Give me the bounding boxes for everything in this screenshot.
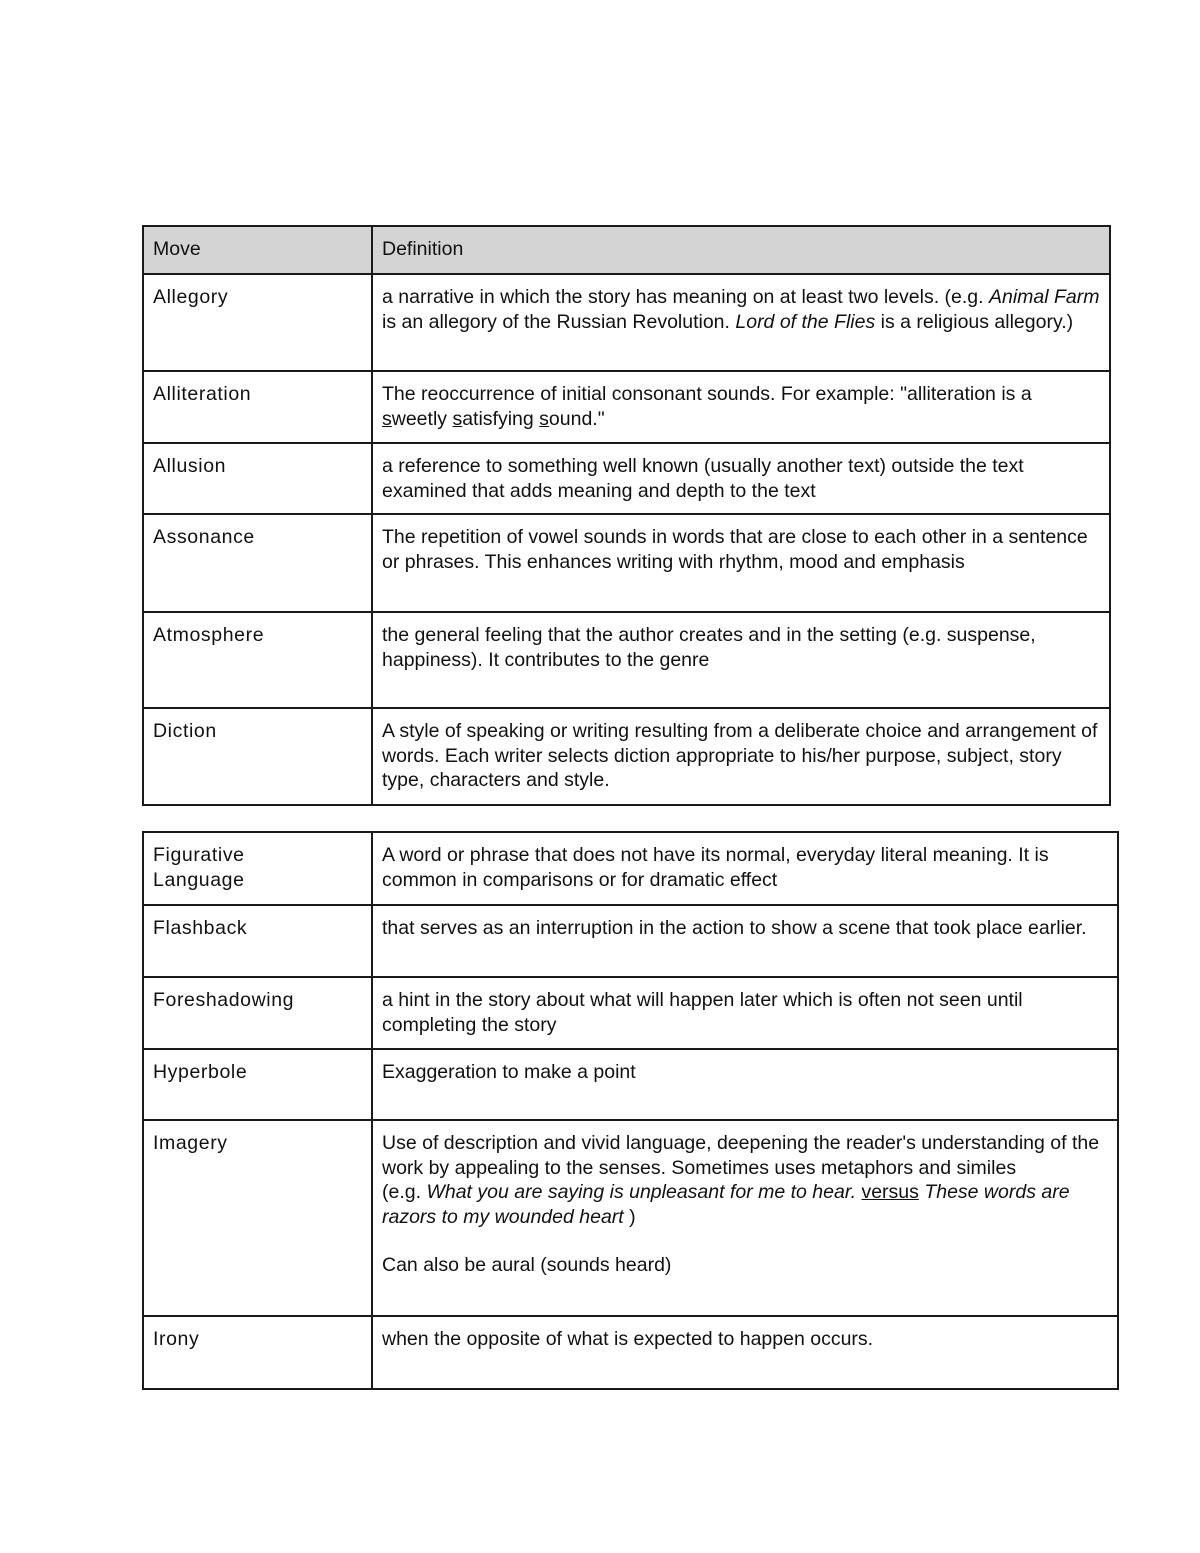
definition-assonance: The repetition of vowel sounds in words that are close to each other in a sentence or phrases. This enhances writing with rhythm, mood and emphasis: [372, 514, 1110, 612]
def-text: is an allegory of the Russian Revolution.: [382, 310, 736, 333]
def-text: The reoccurrence of initial consonant sounds. For example: "alliteration is a: [382, 383, 1032, 405]
def-text: (e.g.: [382, 1181, 427, 1203]
def-paragraph: Use of description and vivid language, deepening the reader's understanding of the work by appealing to the senses. Sometimes uses metaphors and similes: [382, 1132, 1100, 1179]
def-underline: s: [452, 407, 463, 430]
table-row: [143, 1049, 1118, 1120]
def-text: ): [623, 1205, 636, 1228]
table-row: [143, 832, 1118, 905]
table-row: [143, 371, 1110, 443]
definition-flashback: that serves as an interruption in the action to show a scene that took place earlier.: [372, 905, 1118, 977]
definition-atmosphere: the general feeling that the author creates and in the setting (e.g. suspense, happiness). It contributes to the genre: [372, 612, 1110, 708]
def-paragraph: Can also be aural (sounds heard): [382, 1254, 672, 1276]
term-line: Figurative: [153, 844, 245, 866]
def-example: [382, 1180, 1109, 1229]
term-assonance: Assonance: [143, 514, 372, 612]
table-row: [143, 274, 1110, 371]
def-text: ound.": [548, 407, 605, 430]
table-row: [143, 443, 1110, 514]
term-irony: Irony: [143, 1316, 372, 1389]
def-underline: s: [539, 407, 549, 430]
def-text: weetly: [391, 407, 453, 430]
table-row: [143, 905, 1118, 977]
table-row: [143, 1316, 1118, 1389]
term-alliteration: Alliteration: [143, 371, 372, 443]
term-foreshadowing: Foreshadowing: [143, 977, 372, 1049]
table-row: [143, 514, 1110, 612]
definition-diction: A style of speaking or writing resulting from a deliberate choice and arrangement of words. Each writer selects diction appropriate to his/her purpose, subject, story type, characters and style.: [372, 708, 1110, 805]
term-line: Language: [153, 868, 245, 891]
literary-terms-table-1: [142, 225, 1111, 806]
def-text: is a religious allegory.): [875, 310, 1074, 333]
term-allegory: Allegory: [143, 274, 372, 371]
term-diction: Diction: [143, 708, 372, 805]
table-row: [143, 977, 1118, 1049]
definition-imagery: [372, 1120, 1118, 1316]
literary-terms-table-2: [142, 831, 1119, 1390]
def-text: atisfying: [462, 407, 540, 430]
table-row: [143, 708, 1110, 805]
definition-irony: when the opposite of what is expected to happen occurs.: [372, 1316, 1118, 1389]
def-underline: versus: [861, 1181, 919, 1203]
header-definition: Definition: [372, 226, 1110, 274]
def-title-italic: Animal Farm: [988, 286, 1100, 308]
term-allusion: Allusion: [143, 443, 372, 514]
term-hyperbole: Hyperbole: [143, 1049, 372, 1120]
definition-allegory: [372, 274, 1110, 371]
definition-allusion: a reference to something well known (usually another text) outside the text examined that adds meaning and depth to the text: [372, 443, 1110, 514]
term-figurative-language: [143, 832, 372, 905]
table-row: [143, 612, 1110, 708]
def-underline: s: [382, 407, 392, 430]
def-text: a narrative in which the story has meaning on at least two levels. (e.g.: [382, 286, 989, 308]
def-title-italic: Lord of the Flies: [735, 310, 876, 333]
definition-hyperbole: Exaggeration to make a point: [372, 1049, 1118, 1120]
def-example-italic: What you are saying is unpleasant for me to hear.: [426, 1181, 857, 1203]
term-atmosphere: Atmosphere: [143, 612, 372, 708]
term-imagery: Imagery: [143, 1120, 372, 1316]
table-row: [143, 1120, 1118, 1316]
def-example-italic: These words are razors to my wounded heart: [382, 1181, 1070, 1228]
definition-foreshadowing: a hint in the story about what will happen later which is often not seen until completing the story: [372, 977, 1118, 1049]
definition-figurative-language: A word or phrase that does not have its normal, everyday literal meaning. It is common in comparisons or for dramatic effect: [372, 832, 1118, 905]
table-header-row: [143, 226, 1110, 274]
definition-alliteration: [372, 371, 1110, 443]
header-move: Move: [143, 226, 372, 274]
term-flashback: Flashback: [143, 905, 372, 977]
